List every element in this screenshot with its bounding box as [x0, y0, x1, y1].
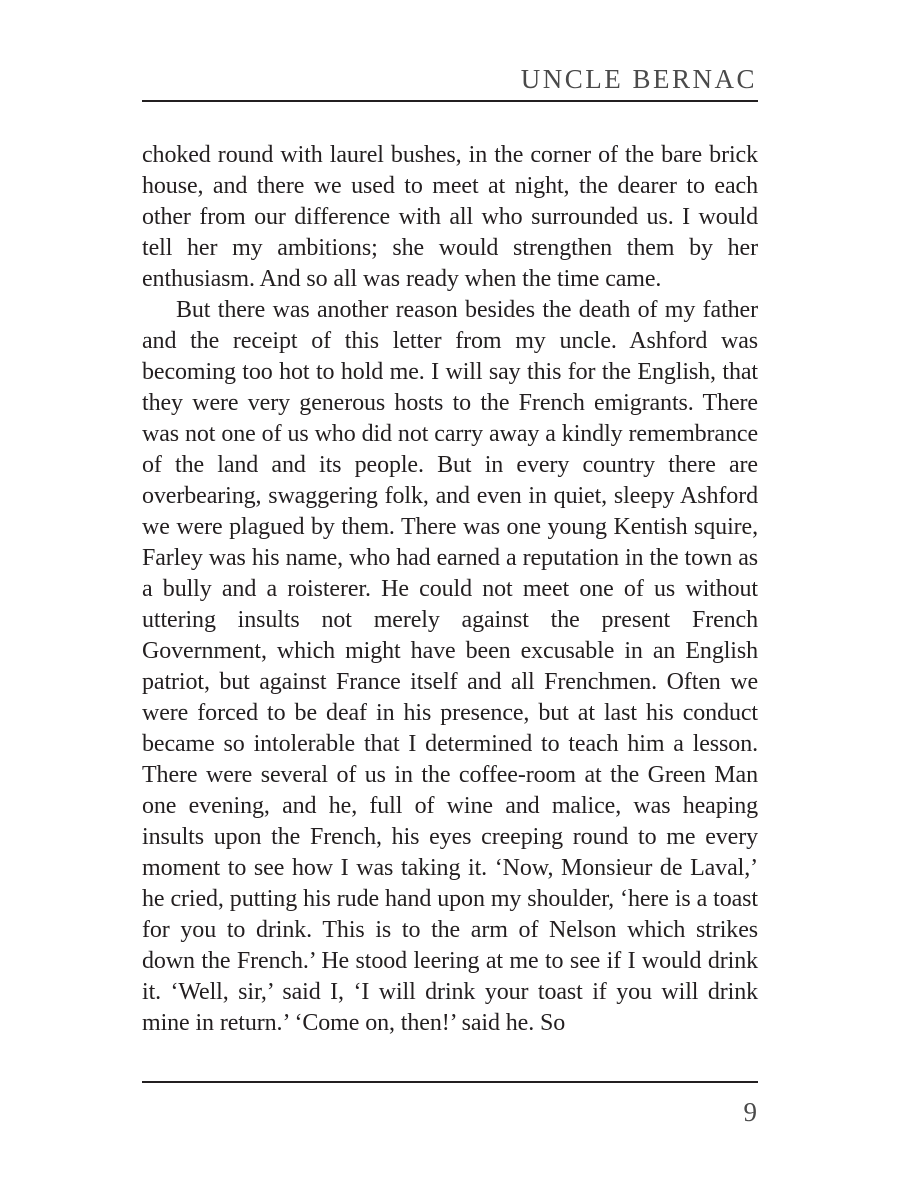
- paragraph-continued: choked round with laurel bushes, in the corner of the bare brick house, and there we used to meet at night, the dearer to each other from our difference with all who surrounded us. I would tell her my ambitions; she would strengthen them by her enthusiasm. And so all was ready when the time came.: [142, 142, 758, 292]
- paragraph: But there was another reason besides the death of my father and the receipt of this letter from my uncle. Ashford was becoming too hot to hold me. I will say this for the English, that they were very generous hosts to the French emigrants. There was not one of us who did not carry away a kindly remembrance of the land and its people. But in every country there are overbearing, swaggering folk, and even in quiet, sleepy Ashford we were plagued by them. There was one young Kentish squire, Farley was his name, who had earned a reputation in the town as a bully and a roisterer. He could not meet one of us without uttering insults not merely against the present French Government, which might have been excusable in an English patriot, but against France itself and all Frenchmen. Often we were forced to be deaf in his presence, but at last his conduct became so intolerable that I determined to teach him a lesson. There were several of us in the coffee-room at the Green Man one evening, and he, full of wine and malice, was heaping insults upon the French, his eyes creeping round to me every moment to see how I was taking it. ‘Now, Monsieur de Laval,’ he cried, putting his rude hand upon my shoulder, ‘here is a toast for you to drink. This is to the arm of Nelson which strikes down the French.’ He stood leering at me to see if I would drink it. ‘Well, sir,’ said I, ‘I will drink your toast if you will drink mine in return.’ ‘Come on, then!’ said he. So: [142, 297, 758, 1036]
- footer-rule: [142, 1081, 758, 1083]
- page-number: 9: [743, 1097, 757, 1127]
- header-rule: [142, 100, 758, 102]
- page-body: [142, 140, 758, 1039]
- running-title: UNCLE BERNAC: [520, 64, 757, 94]
